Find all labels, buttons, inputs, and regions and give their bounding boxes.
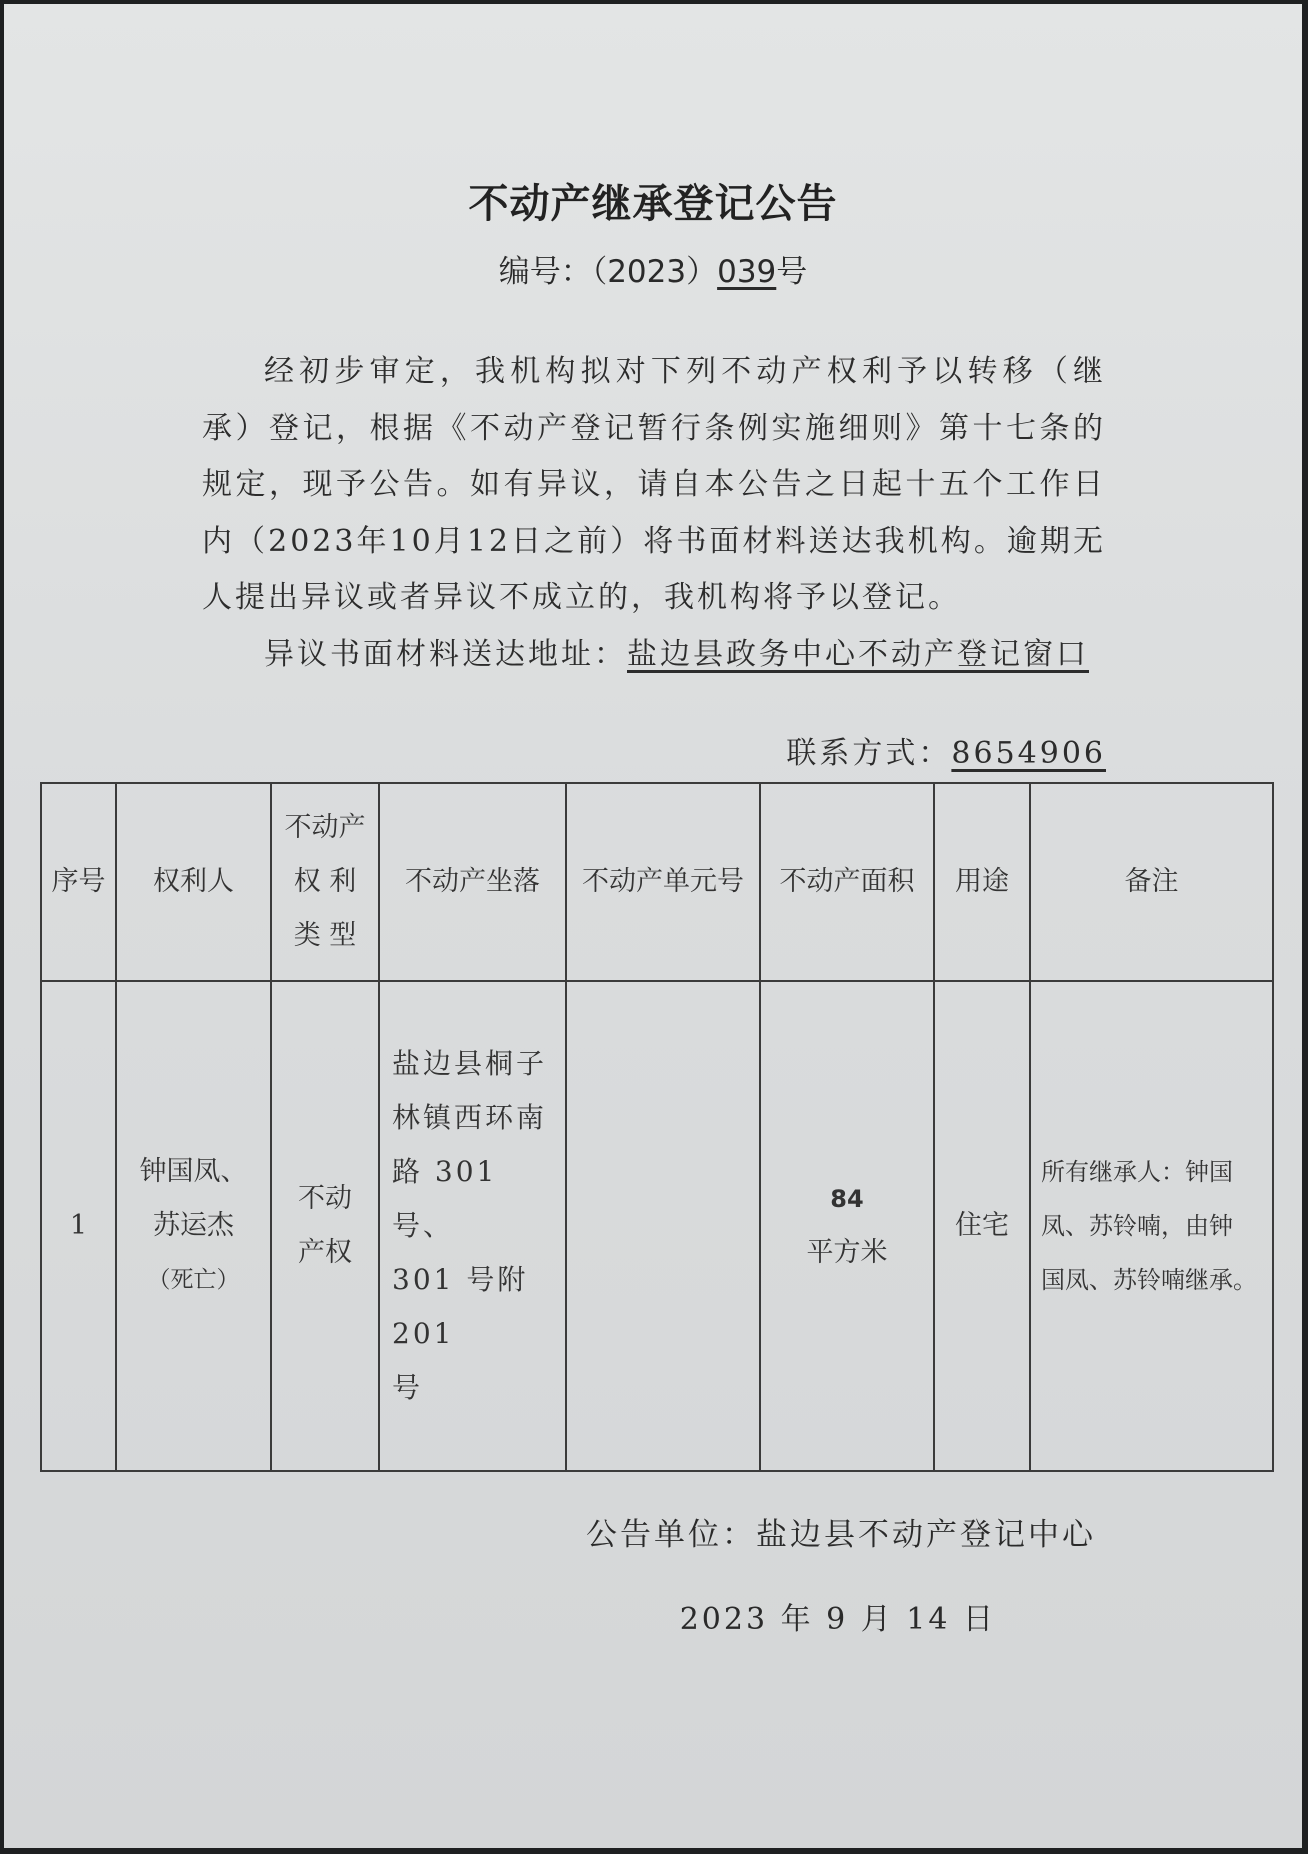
header-seq: 序号 xyxy=(41,783,116,981)
objection-address-label: 异议书面材料送达地址： xyxy=(264,636,627,672)
cell-remarks xyxy=(1030,981,1273,1471)
document-number-suffix: 号 xyxy=(776,254,808,290)
cell-location xyxy=(379,981,566,1471)
notice-paragraph: 经初步审定，我机构拟对下列不动产权利予以转移（继承）登记，根据《不动产登记暂行条例实施细则》第十七条的规定，现予公告。如有异议，请自本公告之日起十五个工作日内（2023年10月12日之前）将书面材料送达我机构。逾期无人提出异议或者异议不成立的，我机构将予以登记。 xyxy=(202,354,1106,615)
header-right-type-line: 类 型 xyxy=(293,920,357,951)
cell-holder xyxy=(116,981,271,1471)
header-right-type-line: 不动产 xyxy=(284,812,366,843)
header-right-type xyxy=(271,783,379,981)
issuing-unit: 公告单位：盐边县不动产登记中心 xyxy=(586,1517,1096,1553)
header-location: 不动产坐落 xyxy=(379,783,566,981)
area-value: 84 xyxy=(830,1185,864,1213)
holder-line: 苏运杰 xyxy=(153,1210,234,1241)
area-unit: 平方米 xyxy=(806,1237,888,1268)
cell-seq: 1 xyxy=(41,981,116,1471)
notice-body xyxy=(202,344,1106,683)
property-table xyxy=(40,782,1274,1472)
contact-number: 8654906 xyxy=(951,736,1106,771)
contact-label: 联系方式： xyxy=(786,736,952,771)
contact-info xyxy=(786,728,1106,772)
header-right-type-line: 权 利 xyxy=(293,866,357,897)
header-remarks: 备注 xyxy=(1030,783,1273,981)
right-type-line: 不动 xyxy=(298,1183,352,1214)
location-line: 路 301 号、 xyxy=(392,1155,498,1242)
remarks-line: 所有继承人：钟国 xyxy=(1041,1158,1233,1186)
remarks-line: 国凤、苏铃喃继承。 xyxy=(1041,1266,1257,1294)
header-usage: 用途 xyxy=(934,783,1030,981)
cell-usage: 住宅 xyxy=(934,981,1030,1471)
header-unit-number: 不动产单元号 xyxy=(566,783,760,981)
header-holder: 权利人 xyxy=(116,783,271,981)
remarks-line: 凤、苏铃喃，由钟 xyxy=(1041,1212,1233,1240)
cell-area xyxy=(760,981,934,1471)
header-area: 不动产面积 xyxy=(760,783,934,981)
holder-deceased-note: （死亡） xyxy=(147,1267,240,1293)
document-number xyxy=(4,246,1302,291)
location-line: 林镇西环南 xyxy=(392,1101,548,1134)
cell-unit-number xyxy=(566,981,760,1471)
document-number-prefix: 编号：（2023） xyxy=(498,254,718,290)
notice-title: 不动产继承登记公告 xyxy=(468,181,838,227)
right-type-line: 产权 xyxy=(298,1237,352,1268)
table-header-row xyxy=(41,783,1273,981)
document-number-value: 039 xyxy=(717,254,777,290)
notice-sheet xyxy=(4,4,1302,1848)
objection-address xyxy=(202,627,1106,684)
notice-date: 2023 年 9 月 14 日 xyxy=(679,1602,996,1637)
location-line: 301 号附 201 xyxy=(392,1263,529,1350)
cell-right-type xyxy=(271,981,379,1471)
objection-address-value: 盐边县政务中心不动产登记窗口 xyxy=(627,636,1089,672)
holder-line: 钟国凤、 xyxy=(139,1156,248,1187)
location-line: 盐边县桐子 xyxy=(392,1047,548,1080)
location-line: 号 xyxy=(392,1371,424,1404)
table-row xyxy=(41,981,1273,1471)
